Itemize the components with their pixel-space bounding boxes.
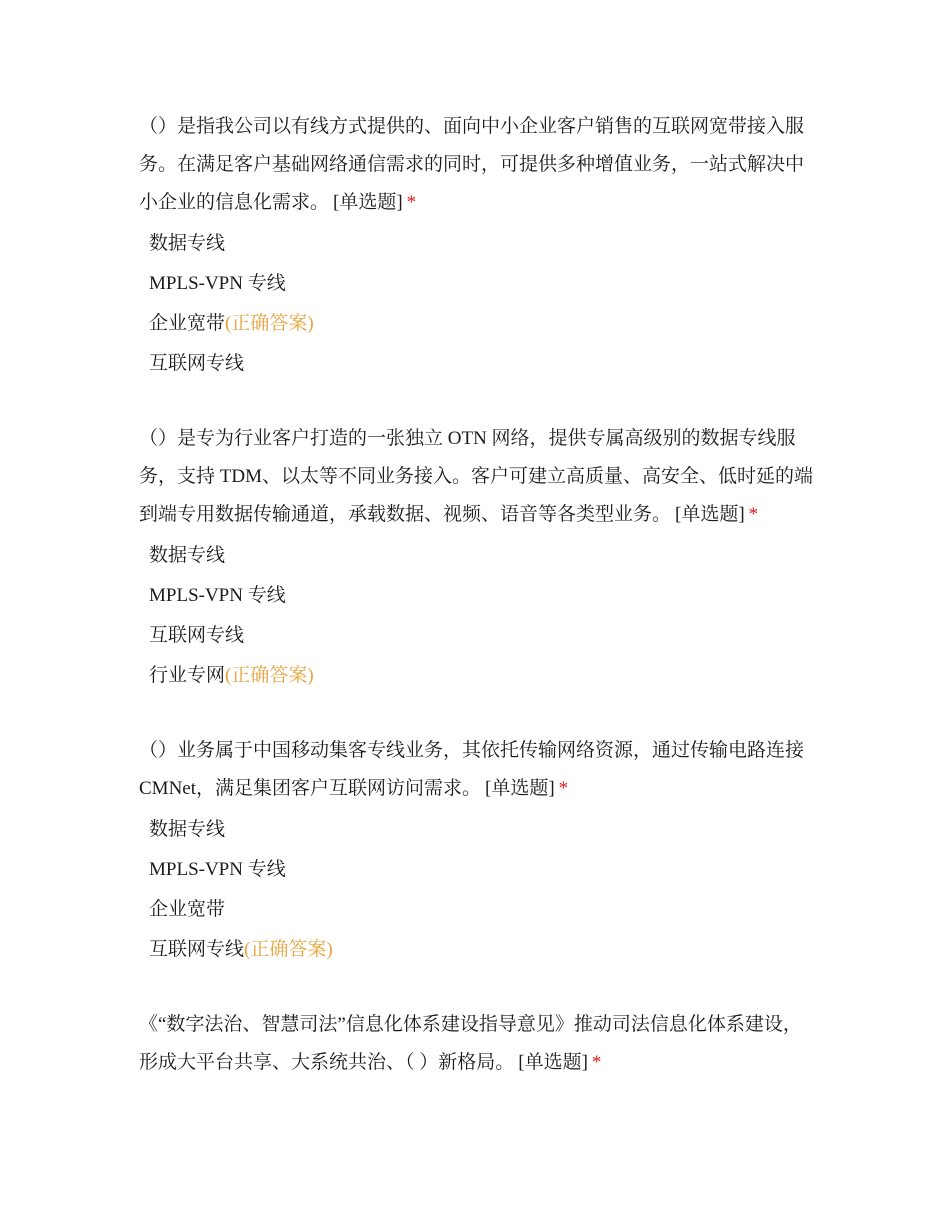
required-mark: * [748,504,759,525]
option-item[interactable] [149,536,819,576]
option-label: 互联网专线 [149,625,245,646]
option-list [139,536,819,696]
option-item[interactable] [149,576,819,616]
option-label: 行业专网 [149,665,226,686]
question-type-label: [单选题] [518,1052,588,1073]
option-item[interactable] [149,810,819,850]
question-3 [139,732,819,970]
question-stem: 《“数字法治、智慧司法”信息化体系建设指导意见》推动司法信息化体系建设，形成大平台共享、大系统共治、（ ）新格局。 [139,1014,802,1073]
question-text [139,108,819,222]
question-text [139,1006,819,1082]
option-item[interactable] [149,890,819,930]
question-4 [139,1006,819,1082]
option-item[interactable] [149,656,819,696]
option-list [139,224,819,384]
question-stem: （）是专为行业客户打造的一张独立 OTN 网络，提供专属高级别的数据专线服务，支持 TDM、以太等不同业务接入。客户可建立高质量、高安全、低时延的端到端专用数据传输通道，承载数据、视频、语音等各类型业务。 [139,428,813,525]
survey-document [139,108,819,1118]
option-item[interactable] [149,304,819,344]
required-mark: * [558,778,569,799]
option-label: 数据专线 [149,233,226,254]
question-stem: （）是指我公司以有线方式提供的、面向中小企业客户销售的互联网宽带接入服务。在满足客户基础网络通信需求的同时，可提供多种增值业务，一站式解决中小企业的信息化需求。 [139,116,805,213]
option-label: 数据专线 [149,545,226,566]
option-label: 互联网专线 [149,939,245,960]
option-label: MPLS-VPN 专线 [149,585,286,606]
question-type-label: [单选题] [485,778,555,799]
option-item[interactable] [149,264,819,304]
question-type-label: [单选题] [675,504,745,525]
option-label: 互联网专线 [149,353,245,374]
option-item[interactable] [149,224,819,264]
required-mark: * [591,1052,602,1073]
question-stem: （）业务属于中国移动集客专线业务，其依托传输网络资源，通过传输电路连接 CMNet，满足集团客户互联网访问需求。 [139,740,805,799]
option-item[interactable] [149,930,819,970]
question-type-label: [单选题] [333,192,403,213]
option-list [139,810,819,970]
required-mark: * [406,192,417,213]
option-label: 企业宽带 [149,899,226,920]
option-label: 数据专线 [149,819,226,840]
correct-answer-tag: (正确答案) [244,939,333,960]
question-2 [139,420,819,696]
question-text [139,420,819,534]
option-label: MPLS-VPN 专线 [149,859,286,880]
correct-answer-tag: (正确答案) [225,313,314,334]
option-item[interactable] [149,850,819,890]
option-label: MPLS-VPN 专线 [149,273,286,294]
option-item[interactable] [149,616,819,656]
question-1 [139,108,819,384]
option-item[interactable] [149,344,819,384]
question-text [139,732,819,808]
option-label: 企业宽带 [149,313,226,334]
correct-answer-tag: (正确答案) [225,665,314,686]
